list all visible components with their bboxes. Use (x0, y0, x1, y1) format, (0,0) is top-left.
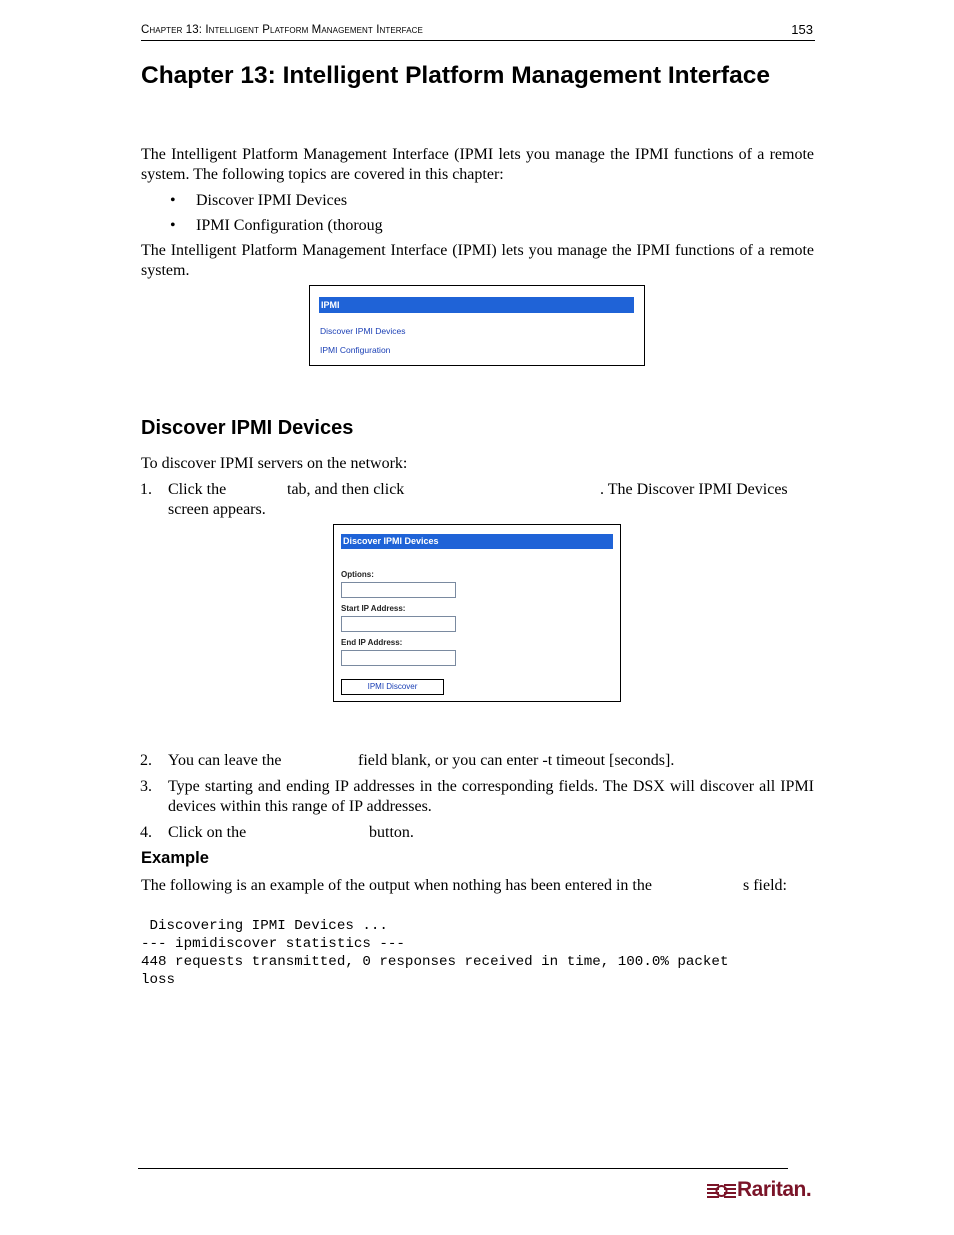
step-number: 4. (140, 824, 152, 841)
discover-form-header: Discover IPMI Devices (341, 534, 613, 549)
step-1-text-a: Click the (168, 481, 227, 498)
options-label: Options: (341, 570, 374, 579)
start-ip-label: Start IP Address: (341, 604, 406, 613)
footer-rule (138, 1168, 788, 1169)
raritan-logo-mark-icon (707, 1178, 737, 1204)
end-ip-input[interactable] (341, 650, 456, 666)
bullet-dot: • (170, 192, 176, 209)
section-title: Discover IPMI Devices (141, 417, 354, 439)
options-input[interactable] (341, 582, 456, 598)
ipmi-discover-button[interactable]: IPMI Discover (341, 679, 444, 695)
step-2-text-a: You can leave the (168, 752, 282, 769)
ipmi-configuration-link[interactable]: IPMI Configuration (320, 345, 391, 355)
section-lead: To discover IPMI servers on the network: (141, 455, 408, 472)
bullet-text: IPMI Configuration (thoroug (196, 217, 383, 234)
example-lead (141, 876, 814, 896)
bullet-item (170, 191, 348, 211)
example-lead-text-a: The following is an example of the output when nothing has been entered in the (141, 877, 652, 894)
ipmi-menu-screenshot (309, 285, 645, 366)
step-1-text-c: . The Discover IPMI Devices (600, 481, 788, 498)
intro-paragraph-1: The Intelligent Platform Management Interface (IPMI lets you manage the IPMI functions of a remote system. The following topics are covered in this chapter: (141, 146, 814, 183)
step-number: 1. (140, 481, 152, 498)
raritan-logo-text: Raritan. (737, 1178, 812, 1201)
end-ip-label: End IP Address: (341, 638, 403, 647)
step-3-text: Type starting and ending IP addresses in the corresponding fields. The DSX will discover all IPMI devices within this range of IP addresses. (168, 778, 814, 815)
example-output-code: Discovering IPMI Devices ... --- ipmidiscover statistics --- 448 requests transmitted, 0 responses received in time, 100.0% packet loss (141, 918, 729, 988)
bullet-dot: • (170, 217, 176, 234)
step-2-text-b: field blank, or you can enter -t timeout [seconds]. (358, 752, 675, 769)
step-4-text-b: button. (369, 824, 414, 841)
raritan-logo (707, 1178, 812, 1204)
discover-ipmi-devices-link[interactable]: Discover IPMI Devices (320, 326, 406, 336)
bullet-item (170, 216, 383, 236)
example-title: Example (141, 849, 209, 867)
start-ip-input[interactable] (341, 616, 456, 632)
chapter-title: Chapter 13: Intelligent Platform Management Interface (141, 62, 770, 89)
running-header-title: Chapter 13: Intelligent Platform Management Interface (141, 24, 423, 36)
running-header (141, 22, 815, 41)
step-4-text-a: Click on the (168, 824, 247, 841)
page-number: 153 (791, 22, 813, 37)
step-number: 2. (140, 752, 152, 769)
discover-ipmi-form-screenshot (333, 524, 621, 702)
bullet-text: Discover IPMI Devices (196, 192, 348, 209)
ipmi-menu-header: IPMI (319, 297, 634, 313)
step-1-text-b: tab, and then click (287, 481, 405, 498)
intro-paragraph-2: The Intelligent Platform Management Interface (IPMI) lets you manage the IPMI functions of a remote system. (141, 242, 814, 279)
step-number: 3. (140, 778, 152, 795)
example-lead-text-b: s field: (743, 877, 787, 894)
step-3 (140, 777, 814, 817)
step-1-text-d: screen appears. (168, 501, 266, 518)
